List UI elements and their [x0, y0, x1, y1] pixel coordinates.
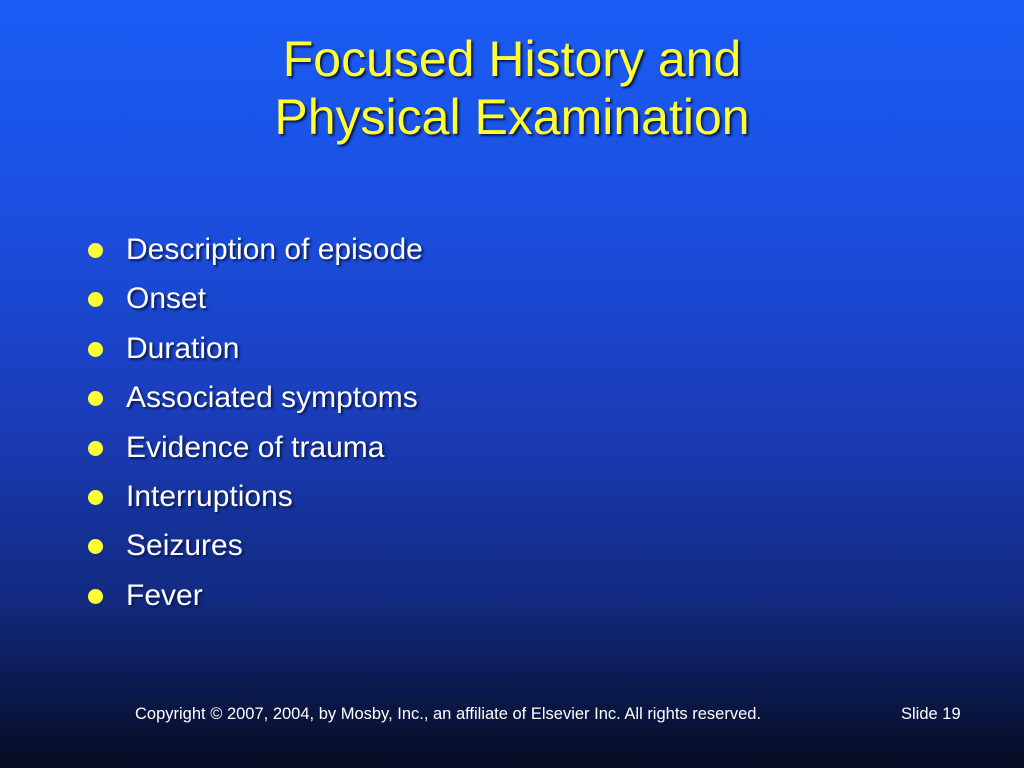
list-item — [88, 524, 423, 573]
bullet-dot-icon — [88, 589, 103, 604]
list-item — [88, 277, 423, 326]
bullet-text: Evidence of trauma — [126, 430, 385, 464]
bullet-text: Description of episode — [126, 233, 423, 266]
bullet-dot-icon — [88, 391, 103, 406]
title-line-1: Focused History and — [282, 31, 742, 87]
list-item — [88, 574, 423, 623]
bullet-dot-icon — [88, 292, 103, 307]
bullet-dot-icon — [88, 490, 103, 505]
bullet-text: Associated symptoms — [126, 381, 418, 415]
bullet-text: Seizures — [126, 529, 243, 563]
bullet-list — [88, 228, 423, 623]
list-item — [88, 475, 423, 524]
copyright-footer: Copyright © 2007, 2004, by Mosby, Inc., an affiliate of Elsevier Inc. All rights reserved. — [135, 705, 762, 723]
bullet-dot-icon — [88, 342, 103, 357]
list-item — [88, 327, 423, 376]
slide-number: Slide 19 — [901, 705, 961, 723]
bullet-text: Duration — [126, 331, 240, 365]
list-item — [88, 228, 423, 277]
bullet-text: Fever — [126, 578, 203, 612]
slide-title — [0, 30, 1024, 146]
title-line-2: Physical Examination — [274, 89, 750, 145]
bullet-text: Onset — [126, 282, 207, 316]
bullet-dot-icon — [88, 441, 103, 456]
list-item — [88, 426, 423, 475]
bullet-dot-icon — [88, 539, 103, 554]
bullet-dot-icon — [88, 243, 103, 258]
bullet-text: Interruptions — [126, 479, 293, 513]
list-item — [88, 376, 423, 425]
